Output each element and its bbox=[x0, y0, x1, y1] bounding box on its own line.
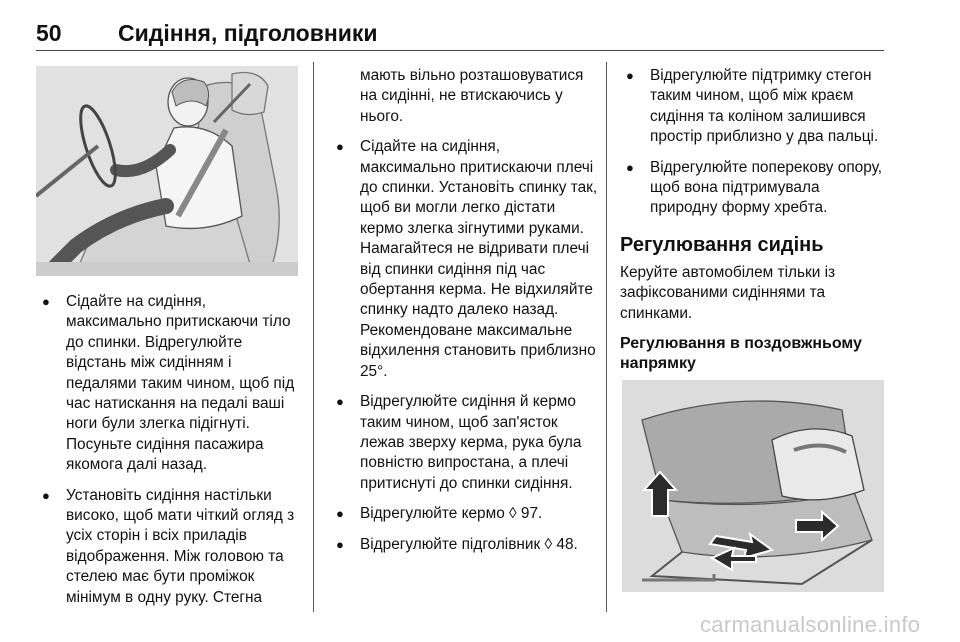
section-heading: Регулювання сидінь bbox=[620, 233, 824, 256]
bullet-icon: ● bbox=[336, 394, 344, 410]
steering-wheel-link[interactable]: Відрегулюйте кермо ◊ 97. bbox=[360, 505, 543, 523]
list-item: ● Відрегулюйте поперекову опору, щоб вона підтримувала природну форму хребта. bbox=[626, 158, 883, 217]
page-number: 50 bbox=[36, 20, 62, 46]
column-2-bullets bbox=[330, 137, 598, 555]
head-restraint-link[interactable]: Відрегулюйте підголівник ◊ 48. bbox=[360, 535, 578, 553]
seat-adjustment-illustration bbox=[622, 380, 884, 592]
list-item: ● Установіть сидіння настільки високо, щоб мати чіткий огляд з усіх сторін і всіх приладів відображення. Між головою та стелею має бути проміжок мінімум в одну руку. Стегна bbox=[42, 486, 295, 606]
running-title: Сидіння, підголовники bbox=[118, 20, 378, 46]
bullet-icon: ● bbox=[336, 506, 344, 522]
driver-seating-illustration bbox=[36, 66, 298, 276]
bullet-icon: ● bbox=[336, 139, 344, 155]
watermark: carmanualsonline.info bbox=[700, 612, 921, 637]
list-item: ● Сідайте на сидіння, максимально притискаючи плечі до спинки. Установіть спинку так, щоб ви могли легко дістати кермо злегка зігнутими руками. Намагайтеся не відривати плечі від спинки сидіння під час обертання керма. Не відхиляйте спинку надто далеко назад. Рекомендоване максимальне відхилення становить приблизно 25°. bbox=[336, 138, 598, 380]
column-3-bullets bbox=[620, 66, 888, 219]
bullet-icon: ● bbox=[42, 294, 50, 309]
seat-levers-figure bbox=[622, 380, 884, 592]
bullet-icon: ● bbox=[626, 68, 634, 83]
section-intro: Керуйте автомобілем тільки із зафіксованими сидіннями та спинками. bbox=[620, 263, 836, 322]
list-item: ● Сідайте на сидіння, максимально притискаючи тіло до спинки. Відрегулюйте відстань між сидінням і педалями таким чином, щоб під час натискання на педалі ваші ноги були злегка підігнуті. Посуньте сидіння пасажира якомога далі назад. bbox=[42, 293, 295, 474]
list-item: ● Відрегулюйте сидіння й кермо таким чином, щоб зап'ясток лежав зверху керма, рука була повністю випростана, а плечі притиснуті до спинки сидіння. bbox=[336, 393, 582, 492]
bullet-icon: ● bbox=[42, 487, 50, 503]
header-rule bbox=[36, 50, 884, 51]
column-2-text bbox=[330, 66, 598, 565]
subsection-heading: Регулювання в поздовжньому напрямку bbox=[620, 335, 862, 373]
list-item bbox=[330, 504, 598, 524]
column-1-bullets bbox=[36, 292, 304, 608]
continuation-text: мають вільно розташовуватися на сидінні, не втискаючись у нього. bbox=[360, 67, 584, 125]
column-divider-right bbox=[606, 62, 607, 612]
driver-seated-figure bbox=[36, 66, 298, 276]
list-item bbox=[330, 535, 598, 555]
bullet-icon: ● bbox=[626, 159, 634, 175]
column-divider-left bbox=[313, 62, 314, 612]
page-header bbox=[36, 20, 884, 50]
column-1-text bbox=[36, 292, 304, 618]
bullet-icon: ● bbox=[336, 536, 344, 552]
column-3-text bbox=[620, 66, 888, 381]
list-item: ● Відрегулюйте підтримку стегон таким чином, щоб між краєм сидіння та коліном залишився простір приблизно у два пальці. bbox=[626, 67, 879, 146]
